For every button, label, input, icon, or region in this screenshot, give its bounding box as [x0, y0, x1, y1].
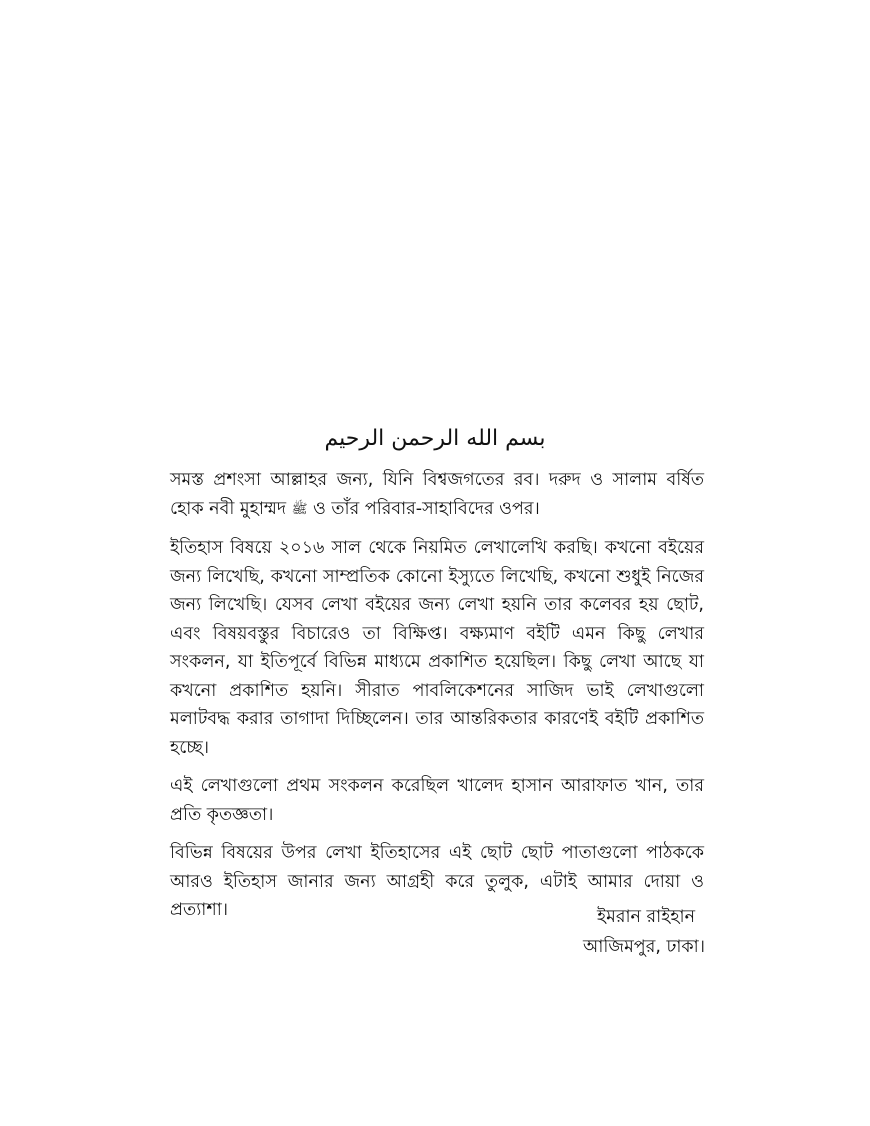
intro-paragraph: [170, 466, 704, 524]
author-signature: [583, 902, 705, 962]
author-place: আজিমপুর, ঢাকা।: [583, 937, 705, 957]
paragraph-wish: বিভিন্ন বিষয়ের উপর লেখা ইতিহাসের এই ছোট ছোট পাতাগুলো পাঠককে আরও ইতিহাস জানার জন্য আগ্রহী করে তুলুক, এটাই আমার দোয়া ও প্রত্যাশা।: [170, 843, 704, 920]
paragraph-gratitude: এই লেখাগুলো প্রথম সংকলন করেছিল খালেদ হাসান আরাফাত খান, তার প্রতি কৃতজ্ঞতা।: [170, 776, 704, 825]
paragraph-history: ইতিহাস বিষয়ে ২০১৬ সাল থেকে নিয়মিত লেখালেখি করছি। কখনো বইয়ের জন্য লিখেছি, কখনো সাম্প্রতিক কোনো ইস্যুতে লিখেছি, কখনো শুধুই নিজের জন্য লিখেছি। যেসব লেখা বইয়ের জন্য লেখা হয়নি তার কলেবর হয় ছোট, এবং বিষয়বস্তুর বিচারেও তা বিক্ষিপ্ত। বক্ষ্যমাণ বইটি এমন কিছু লেখার সংকলন, যা ইতিপূর্বে বিভিন্ন মাধ্যমে প্রকাশিত হয়েছিল। কিছু লেখা আছে যা কখনো প্রকাশিত হয়নি। সীরাত পাবলিকেশনের সাজিদ ভাই লেখাগুলো মলাটবদ্ধ করার তাগাদা দিচ্ছিলেন। তার আন্তরিকতার কারণেই বইটি প্রকাশিত হচ্ছে।: [170, 538, 704, 758]
salutation-glyph: ﷺ: [291, 501, 308, 517]
bismillah-heading: بسم الله الرحمن الرحيم: [324, 426, 546, 451]
intro-text: সমস্ত প্রশংসা আল্লাহর জন্য, যিনি বিশ্বজগতের রব। দরুদ ও সালাম বর্ষিত হোক নবী মুহাম্মদ: [170, 470, 704, 519]
author-name: ইমরান রাইহান: [597, 907, 696, 927]
preface-body: [170, 466, 704, 935]
intro-text-end: ও তাঁর পরিবার-সাহাবিদের ওপর।: [312, 498, 540, 519]
